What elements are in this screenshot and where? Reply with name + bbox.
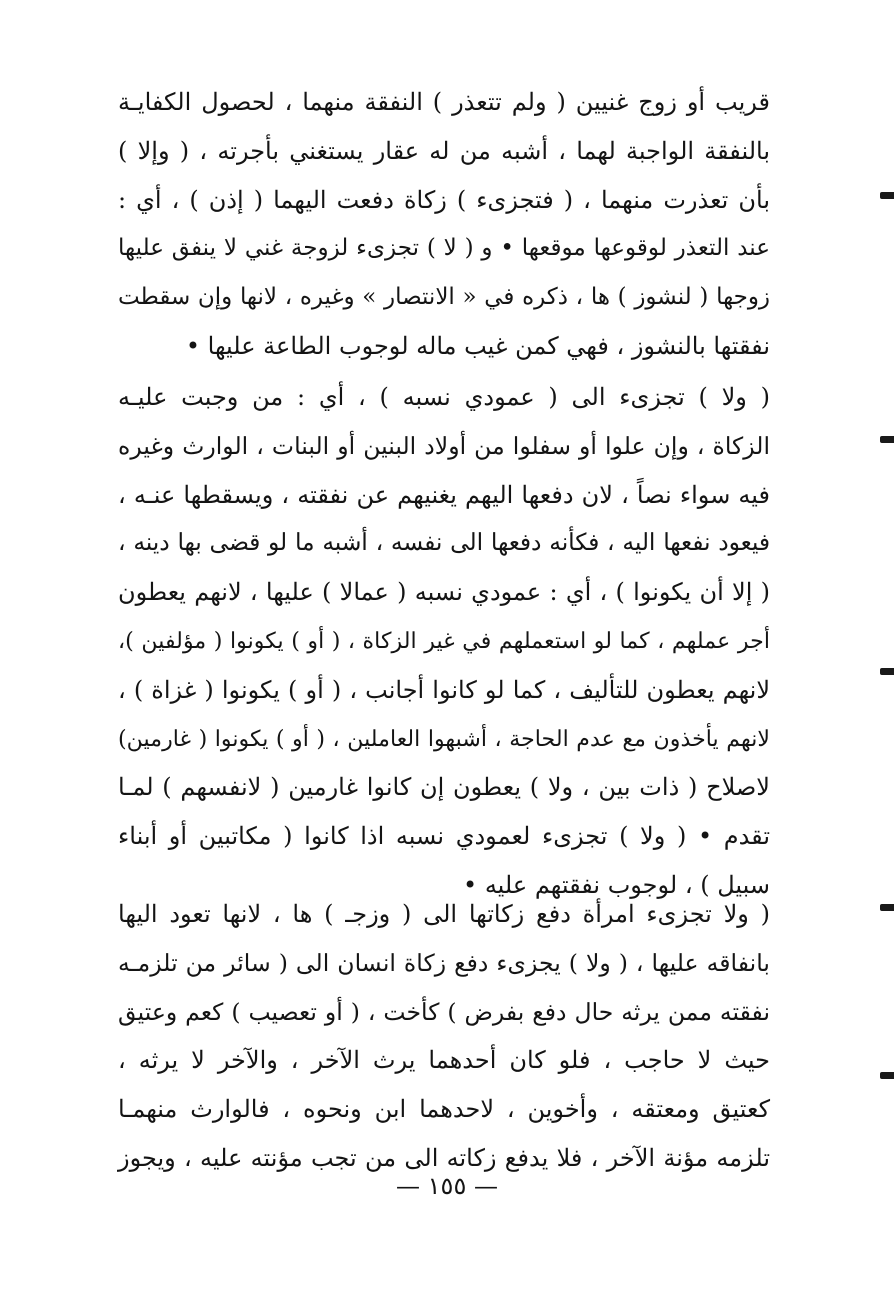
text-line: فيه سواء نصاً ، لان دفعها اليهم يغنيهم عن نفقته ، ويسقطها عنـه ،	[118, 480, 770, 509]
scan-edge-mark	[880, 192, 894, 199]
scan-edge-mark	[880, 1072, 894, 1079]
text-line: سبيل ) ، لوجوب نفقتهم عليه •	[463, 870, 770, 899]
text-line: حيث لا حاجب ، فلو كان أحدهما يرث الآخر ، والآخر لا يرثه ،	[118, 1046, 770, 1075]
text-line: بالنفقة الواجبة لهما ، أشبه من له عقار يستغني بأجرته ، ( وإلا )	[118, 136, 770, 165]
text-line: فيعود نفعها اليه ، فكأنه دفعها الى نفسه ، أشبه ما لو قضى بها دينه ،	[118, 529, 770, 557]
text-line: كعتيق ومعتقه ، وأخوين ، لاحدهما ابن ونحوه ، فالوارث منهمـا	[118, 1095, 770, 1124]
paragraph-1	[118, 78, 770, 371]
text-line: تقدم • ( ولا ) تجزىء لعمودي نسبه اذا كانوا ( مكاتبين أو أبناء	[118, 822, 770, 851]
paragraph-2	[118, 373, 770, 910]
text-line: ( إلا أن يكونوا ) ، أي : عمودي نسبه ( عمالا ) عليها ، لانهم يعطون	[118, 578, 770, 607]
page-number: — ١٥٥ —	[396, 1172, 498, 1200]
text-line: نفقتها بالنشوز ، فهي كمن غيب ماله لوجوب الطاعة عليها •	[185, 331, 770, 360]
text-line: نفقته ممن يرثه حال دفع بفرض ) كأخت ، ( أو تعصيب ) كعم وعتيق	[118, 997, 770, 1026]
text-line: أجر عملهم ، كما لو استعملهم في غير الزكاة ، ( أو ) يكونوا ( مؤلفين )،	[118, 627, 770, 654]
text-line: ( ولا ) تجزىء الى ( عمودي نسبه ) ، أي : من وجبت عليـه	[118, 383, 770, 411]
text-line: الزكاة ، وإن علوا أو سفلوا من أولاد البنين أو البنات ، الوارث وغيره	[118, 431, 770, 460]
text-line: عند التعذر لوقوعها موقعها • و ( لا ) تجزىء لزوجة غني لا ينفق عليها	[118, 235, 770, 262]
text-line: لاصلاح ( ذات بين ، ولا ) يعطون إن كانوا غارمين ( لانفسهم ) لمـا	[118, 773, 770, 802]
text-line: لانهم يعطون للتأليف ، كما لو كانوا أجانب ، ( أو ) يكونوا ( غزاة ) ،	[118, 675, 770, 704]
text-line: ( ولا تجزىء امرأة دفع زكاتها الى ( وزجـ ) ها ، لانها تعود اليها	[118, 900, 770, 928]
text-line: بانفاقه عليها ، ( ولا ) يجزىء دفع زكاة انسان الى ( سائر من تلزمـه	[118, 948, 770, 977]
text-line: تلزمه مؤنة الآخر ، فلا يدفع زكاته الى من تجب مؤنته عليه ، ويجوز	[118, 1143, 770, 1172]
scan-edge-mark	[880, 436, 894, 443]
text-line: بأن تعذرت منهما ، ( فتجزىء ) زكاة دفعت اليهما ( إذن ) ، أي :	[118, 185, 770, 214]
paragraph-3	[118, 890, 770, 1183]
text-line: قريب أو زوج غنيين ( ولم تتعذر ) النفقة منهما ، لحصول الكفايـة	[118, 88, 770, 116]
text-line: لانهم يأخذون مع عدم الحاجة ، أشبهوا العاملين ، ( أو ) يكونوا ( غارمين)	[118, 725, 770, 752]
text-line: زوجها ( لنشوز ) ها ، ذكره في « الانتصار » وغيره ، لانها وإن سقطت	[118, 284, 770, 311]
scan-edge-mark	[880, 668, 894, 675]
scan-edge-mark	[880, 904, 894, 911]
